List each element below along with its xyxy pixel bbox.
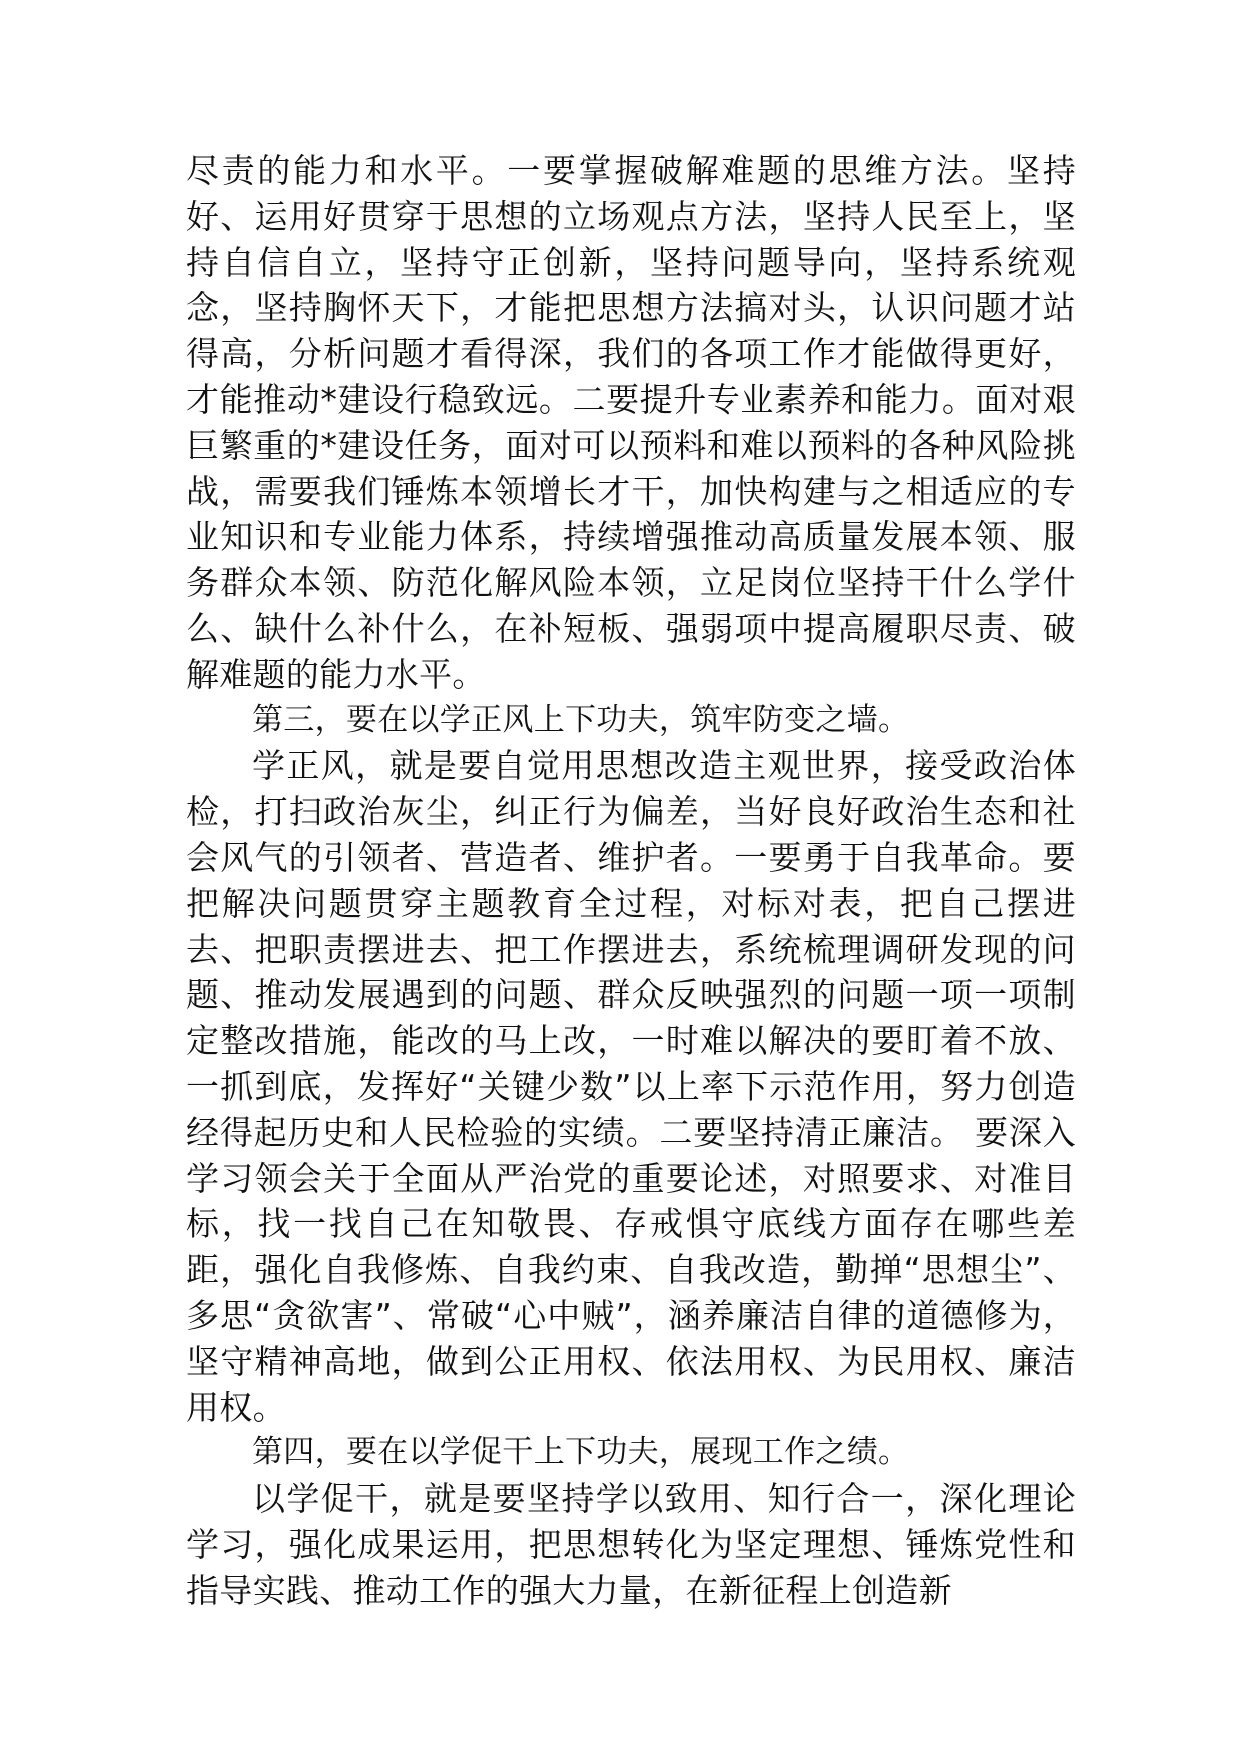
body-paragraph-continued: 尽责的能力和水平。一要掌握破解难题的思维方法。坚持好、运用好贯穿于思想的立场观点方法，坚持人民至上，坚持自信自立，坚持守正创新，坚持问题导向，坚持系统观念，坚持胸怀天下，才能把思想方法搞对头，认识问题才站得高，分析问题才看得深，我们的各项工作才能做得更好，才能推动*建设行稳致远。二要提升专业素养和能力。面对艰巨繁重的*建设任务，面对可以预料和难以预料的各种风险挑战，需要我们锤炼本领增长才干，加快构建与之相适应的专业知识和专业能力体系，持续增强推动高质量发展本领、服务群众本领、防范化解风险本领，立足岗位坚持干什么学什么、缺什么补什么，在补短板、强弱项中提高履职尽责、破解难题的能力水平。 <box>186 151 1076 694</box>
body-paragraph-third: 学正风，就是要自觉用思想改造主观世界，接受政治体检，打扫政治灰尘，纠正行为偏差，当好良好政治生态和社会风气的引领者、营造者、维护者。一要勇于自我革命。要把解决问题贯穿主题教育全过程，对标对表，把自己摆进去、把职责摆进去、把工作摆进去，系统梳理调研发现的问题、推动发展遇到的问题、群众反映强烈的问题一项一项制定整改措施，能改的马上改，一时难以解决的要盯着不放、一抓到底，发挥好“关键少数”以上率下示范作用，努力创造经得起历史和人民检验的实绩。二要坚持清正廉洁。 要深入学习领会关于全面从严治党的重要论述，对照要求、对准目标，找一找自己在知敬畏、存戒惧守底线方面存在哪些差距，强化自我修炼、自我约束、自我改造，勤掸“思想尘”、多思“贪欲害”、常破“心中贼”，涵养廉洁自律的道德修为，坚守精神高地，做到公正用权、依法用权、为民用权、廉洁用权。 <box>186 746 1076 1427</box>
document-page <box>186 148 1076 1614</box>
section-heading-third: 第三，要在以学正风上下功夫，筑牢防变之墙。 <box>252 701 910 738</box>
section-heading-fourth: 第四，要在以学促干上下功夫，展现工作之绩。 <box>252 1434 910 1471</box>
body-paragraph-fourth: 以学促干，就是要坚持学以致用、知行合一，深化理论学习，强化成果运用，把思想转化为坚定理想、锤炼党性和指导实践、推动工作的强大力量，在新征程上创造新 <box>186 1479 1076 1610</box>
